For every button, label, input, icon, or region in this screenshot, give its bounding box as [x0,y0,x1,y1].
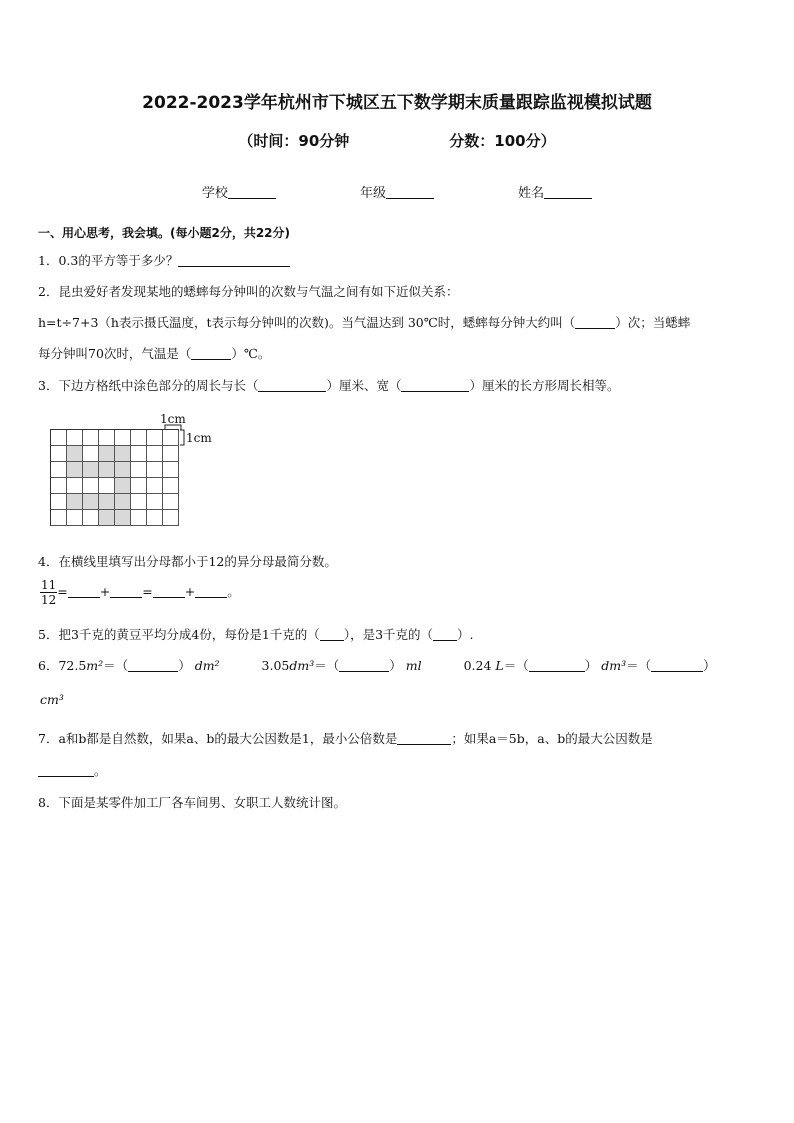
question-8: 8．下面是某零件加工厂各车间男、女职工人数统计图。 [38,795,346,810]
fraction-11-12: $\frac{11}{12}$ [41,578,57,607]
q2-blank-1[interactable] [575,316,615,329]
school-blank[interactable] [228,186,276,199]
q4-blank-3[interactable] [153,585,185,598]
grid-cell-shaded [115,494,131,510]
grid-cell [67,510,83,526]
name-label: 姓名 [518,186,545,201]
grid-cell-shaded [99,510,115,526]
q4-blank-1[interactable] [68,585,100,598]
q7-blank-2[interactable] [38,764,94,777]
grid-cell [131,494,147,510]
q4-blank-4[interactable] [195,585,227,598]
question-3 [38,376,620,394]
page-title: 2022-2023学年杭州市下城区五下数学期末质量跟踪监视模拟试题 [142,93,652,113]
question-4-equation: $\frac{11}{12}$ = + = + 。 [41,578,240,607]
q6-blank-2[interactable] [339,659,389,672]
grid-cell-shaded [67,494,83,510]
grid-cell [99,478,115,494]
q5-blank-1[interactable] [320,628,344,641]
grid-cell-shaded [83,494,99,510]
q3-blank-length[interactable] [258,379,326,392]
question-2-line3 [38,344,270,362]
grid-cell-shaded [115,462,131,478]
q2-text-b: ）次；当蟋蟀 [615,315,691,330]
grid-cell [147,478,163,494]
grid-cell [147,430,163,446]
question-7-line2: 。 [38,761,107,779]
grid-cell-shaded [99,462,115,478]
question-1 [38,251,290,269]
q4-blank-2[interactable] [110,585,142,598]
unit-width-label: 1cm [160,412,186,426]
grid-cell [163,446,179,462]
grid-cell-shaded [67,462,83,478]
grid-cell [51,510,67,526]
q6-blank-3[interactable] [529,659,585,672]
score-label: 分数：100分） [449,132,556,150]
q6-blank-1[interactable] [128,659,178,672]
q1-text: 1．0.3的平方等于多少？ [38,253,179,268]
question-2-line1: 2．昆虫爱好者发现某地的蟋蟀每分钟叫的次数与气温之间有如下近似关系： [38,284,459,299]
grid-cell [83,446,99,462]
grid-cell [163,478,179,494]
grid-cell [131,446,147,462]
grid-cell [147,510,163,526]
grid-cell [67,430,83,446]
q7-blank-1[interactable] [397,732,451,745]
grid-cell-shaded [83,462,99,478]
grid-cell-shaded [115,510,131,526]
question-2-line2 [38,313,690,331]
section-heading: 一、用心思考，我会填。(每小题2分，共22分) [38,226,291,240]
grid-cell-shaded [115,446,131,462]
grid-cell [147,446,163,462]
grid-cell [83,430,99,446]
q2-text-a: h=t÷7+3（h表示摄氏温度，t表示每分钟叫的次数)。当气温达到 30℃时，蟋蟀每分钟大约叫（ [38,315,576,330]
grade-blank[interactable] [386,186,434,199]
grade-label: 年级 [359,186,386,201]
time-label: （时间：90分钟 [238,132,350,150]
q3-text-b: ）厘米、宽（ [326,378,402,393]
grid-figure [50,412,230,530]
grid-cell [163,462,179,478]
q1-answer-blank[interactable] [178,254,290,267]
q3-text-c: ）厘米的长方形周长相等。 [469,378,620,393]
grid-cell [51,446,67,462]
grid-cell [99,430,115,446]
q6-blank-4[interactable] [651,659,703,672]
question-5: 5．把3千克的黄豆平均分成4份，每份是1千克的（ ），是3千克的（ ）. [38,627,474,642]
name-blank[interactable] [544,186,592,199]
grid-cell [163,494,179,510]
grid-cell [51,494,67,510]
grid-cell [51,462,67,478]
grid-paper [50,429,179,526]
q2-blank-2[interactable] [191,347,231,360]
q2-text-c: 每分钟叫70次时，气温是（ [38,346,192,361]
grid-cell [83,478,99,494]
unit-height-label: 1cm [186,431,212,445]
grid-cell-shaded [99,494,115,510]
grid-cell [131,510,147,526]
question-6: 6．72.5m²＝（ ） dm² 3.05dm³＝（ ） ml 0.24 L＝（ ） dm³＝（ ） [38,658,716,673]
q2-text-d: ）℃。 [231,346,271,361]
grid-cell [147,494,163,510]
grid-cell [131,462,147,478]
grid-cell [147,462,163,478]
grid-cell [131,430,147,446]
grid-cell [51,430,67,446]
grid-cell [115,430,131,446]
grid-cell [131,478,147,494]
q3-text-a: 3．下边方格纸中涂色部分的周长与长（ [38,378,259,393]
grid-cell [51,478,67,494]
grid-cell [163,430,179,446]
grid-cell [83,510,99,526]
q5-blank-2[interactable] [433,628,457,641]
question-7: 7．a和b都是自然数，如果a、b的最大公因数是1，最小公倍数是 ；如果a＝5b，a、b的最大公因数是 [38,731,653,746]
grid-cell-shaded [99,446,115,462]
grid-cell [163,510,179,526]
student-info [0,182,794,201]
question-4: 4．在横线里填写出分母都小于12的异分母最简分数。 [38,554,337,569]
grid-cell [67,478,83,494]
q3-blank-width[interactable] [401,379,469,392]
grid-cell-shaded [67,446,83,462]
school-label: 学校 [201,186,228,201]
grid-cell-shaded [115,478,131,494]
q6-unit-cm3: cm³ [40,692,64,707]
exam-subtitle [0,130,794,151]
